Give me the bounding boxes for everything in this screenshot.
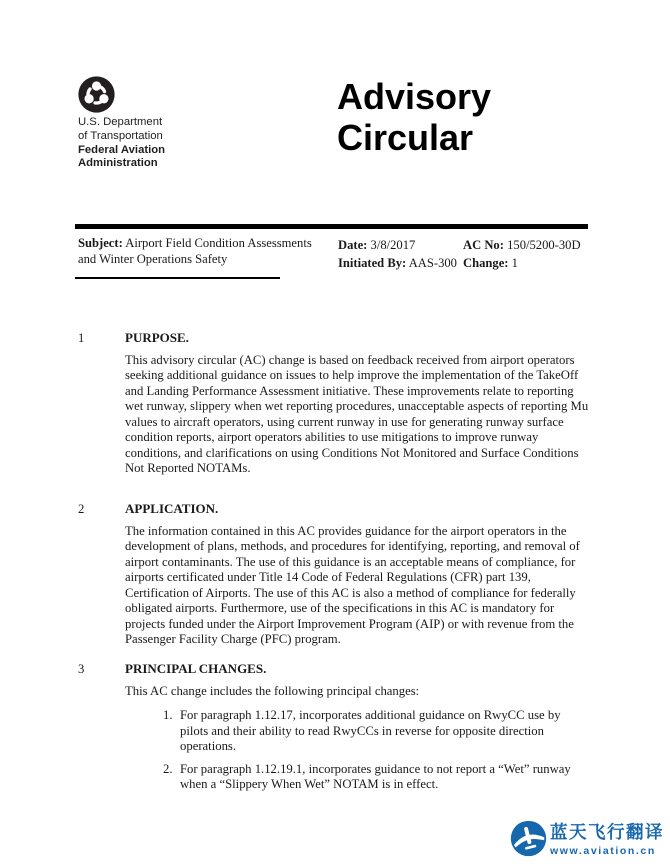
section-application (78, 501, 590, 648)
subject-label: Subject: (78, 236, 123, 250)
watermark-text (550, 819, 664, 857)
section-principal-changes (78, 661, 590, 800)
title-line: Advisory (337, 76, 492, 117)
section-body: The information contained in this AC provides guidance for the airport operators in the development of plans, methods, and procedures for identifying, reporting, and removal of airport contaminants. The use of this guidance is an acceptable means of compliance, for airports certificated under Title 14 Code of Federal Regulations (CFR) part 139, Certification of Airports. The use of this AC is also a method of compliance for federally obligated airports. Furthermore, use of the specifications in this AC is mandatory for projects funded under the Airport Improvement Program (AIP) or with revenue from the Passenger Facility Charge (PFC) program. (125, 524, 580, 647)
section-body: This AC change includes the following principal changes: (125, 684, 420, 698)
subject-underline-rule (75, 277, 280, 279)
list-item-marker: 1. (163, 708, 173, 723)
agency-line-bold: Federal Aviation (78, 143, 166, 156)
agency-name (78, 116, 228, 171)
airplane-circle-icon (510, 820, 547, 857)
meta-subject (78, 236, 320, 267)
watermark-url-text: www.aviation.cn (550, 845, 656, 857)
change-value: 1 (511, 256, 518, 270)
agency-line: U.S. Department (78, 116, 163, 128)
section-number: 3 (78, 662, 85, 676)
section-heading: PRINCIPAL CHANGES. (125, 661, 267, 676)
list-item-text: For paragraph 1.12.17, incorporates additional guidance on RwyCC use by pilots and their ability to read RwyCCs in reverse for opposite direction operations. (180, 708, 561, 754)
ac-no-label: AC No: (463, 238, 504, 252)
section-content (125, 330, 590, 477)
section-number: 1 (78, 331, 85, 345)
ac-no-value: 150/5200-30D (507, 238, 581, 252)
section-number: 2 (78, 502, 85, 516)
page-title (337, 76, 491, 158)
agency-line: of Transportation (78, 129, 163, 142)
list-item (163, 762, 590, 793)
date-label: Date: (338, 238, 368, 252)
subject-value: Airport Field Condition Assessments and Winter Operations Safety (78, 236, 312, 266)
meta-date-column (338, 236, 460, 272)
watermark-chinese-text: 蓝天飞行翻译 (550, 822, 664, 842)
list-item (163, 708, 590, 754)
section-body: This advisory circular (AC) change is based on feedback received from airport operators seeking additional guidance on issues to help improve the implementation of the TakeOff and Landing Performance Assessment initiative. These improvements relate to reporting wet runway, slippery when wet reporting procedures, unacceptable aspects of reporting Mu values to aircraft operators, using current runway in use for generating runway surface condition reports, airport operators abilities to use mitigations to improve runway conditions, and clarifications on using Conditions Not Monitored and Surface Conditions Not Reported NOTAMs. (125, 353, 589, 476)
list-item-text: For paragraph 1.12.19.1, incorporates guidance to not report a “Wet” runway when a “Slippery When Wet” NOTAM is in effect. (180, 761, 571, 792)
agency-line-bold: Administration (78, 157, 158, 170)
principal-changes-list (125, 708, 590, 792)
change-label: Change: (463, 256, 509, 270)
section-heading: PURPOSE. (125, 330, 189, 345)
translation-watermark (510, 819, 664, 857)
header-rule-thick (75, 224, 588, 229)
agency-block (78, 76, 228, 171)
initiated-row (338, 254, 460, 272)
title-line: Circular (337, 117, 474, 158)
date-value: 3/8/2017 (370, 238, 416, 252)
list-item-marker: 2. (163, 761, 173, 776)
section-purpose (78, 330, 590, 477)
section-heading: APPLICATION. (125, 501, 219, 516)
section-content (125, 661, 590, 800)
change-row (463, 254, 593, 272)
initiated-label: Initiated By: (338, 256, 407, 270)
meta-ac-column (463, 236, 593, 272)
initiated-value: AAS-300 (408, 256, 457, 270)
dot-triskelion-logo-icon (78, 76, 115, 113)
section-content (125, 501, 590, 648)
ac-no-row (463, 236, 593, 254)
date-row (338, 236, 460, 254)
